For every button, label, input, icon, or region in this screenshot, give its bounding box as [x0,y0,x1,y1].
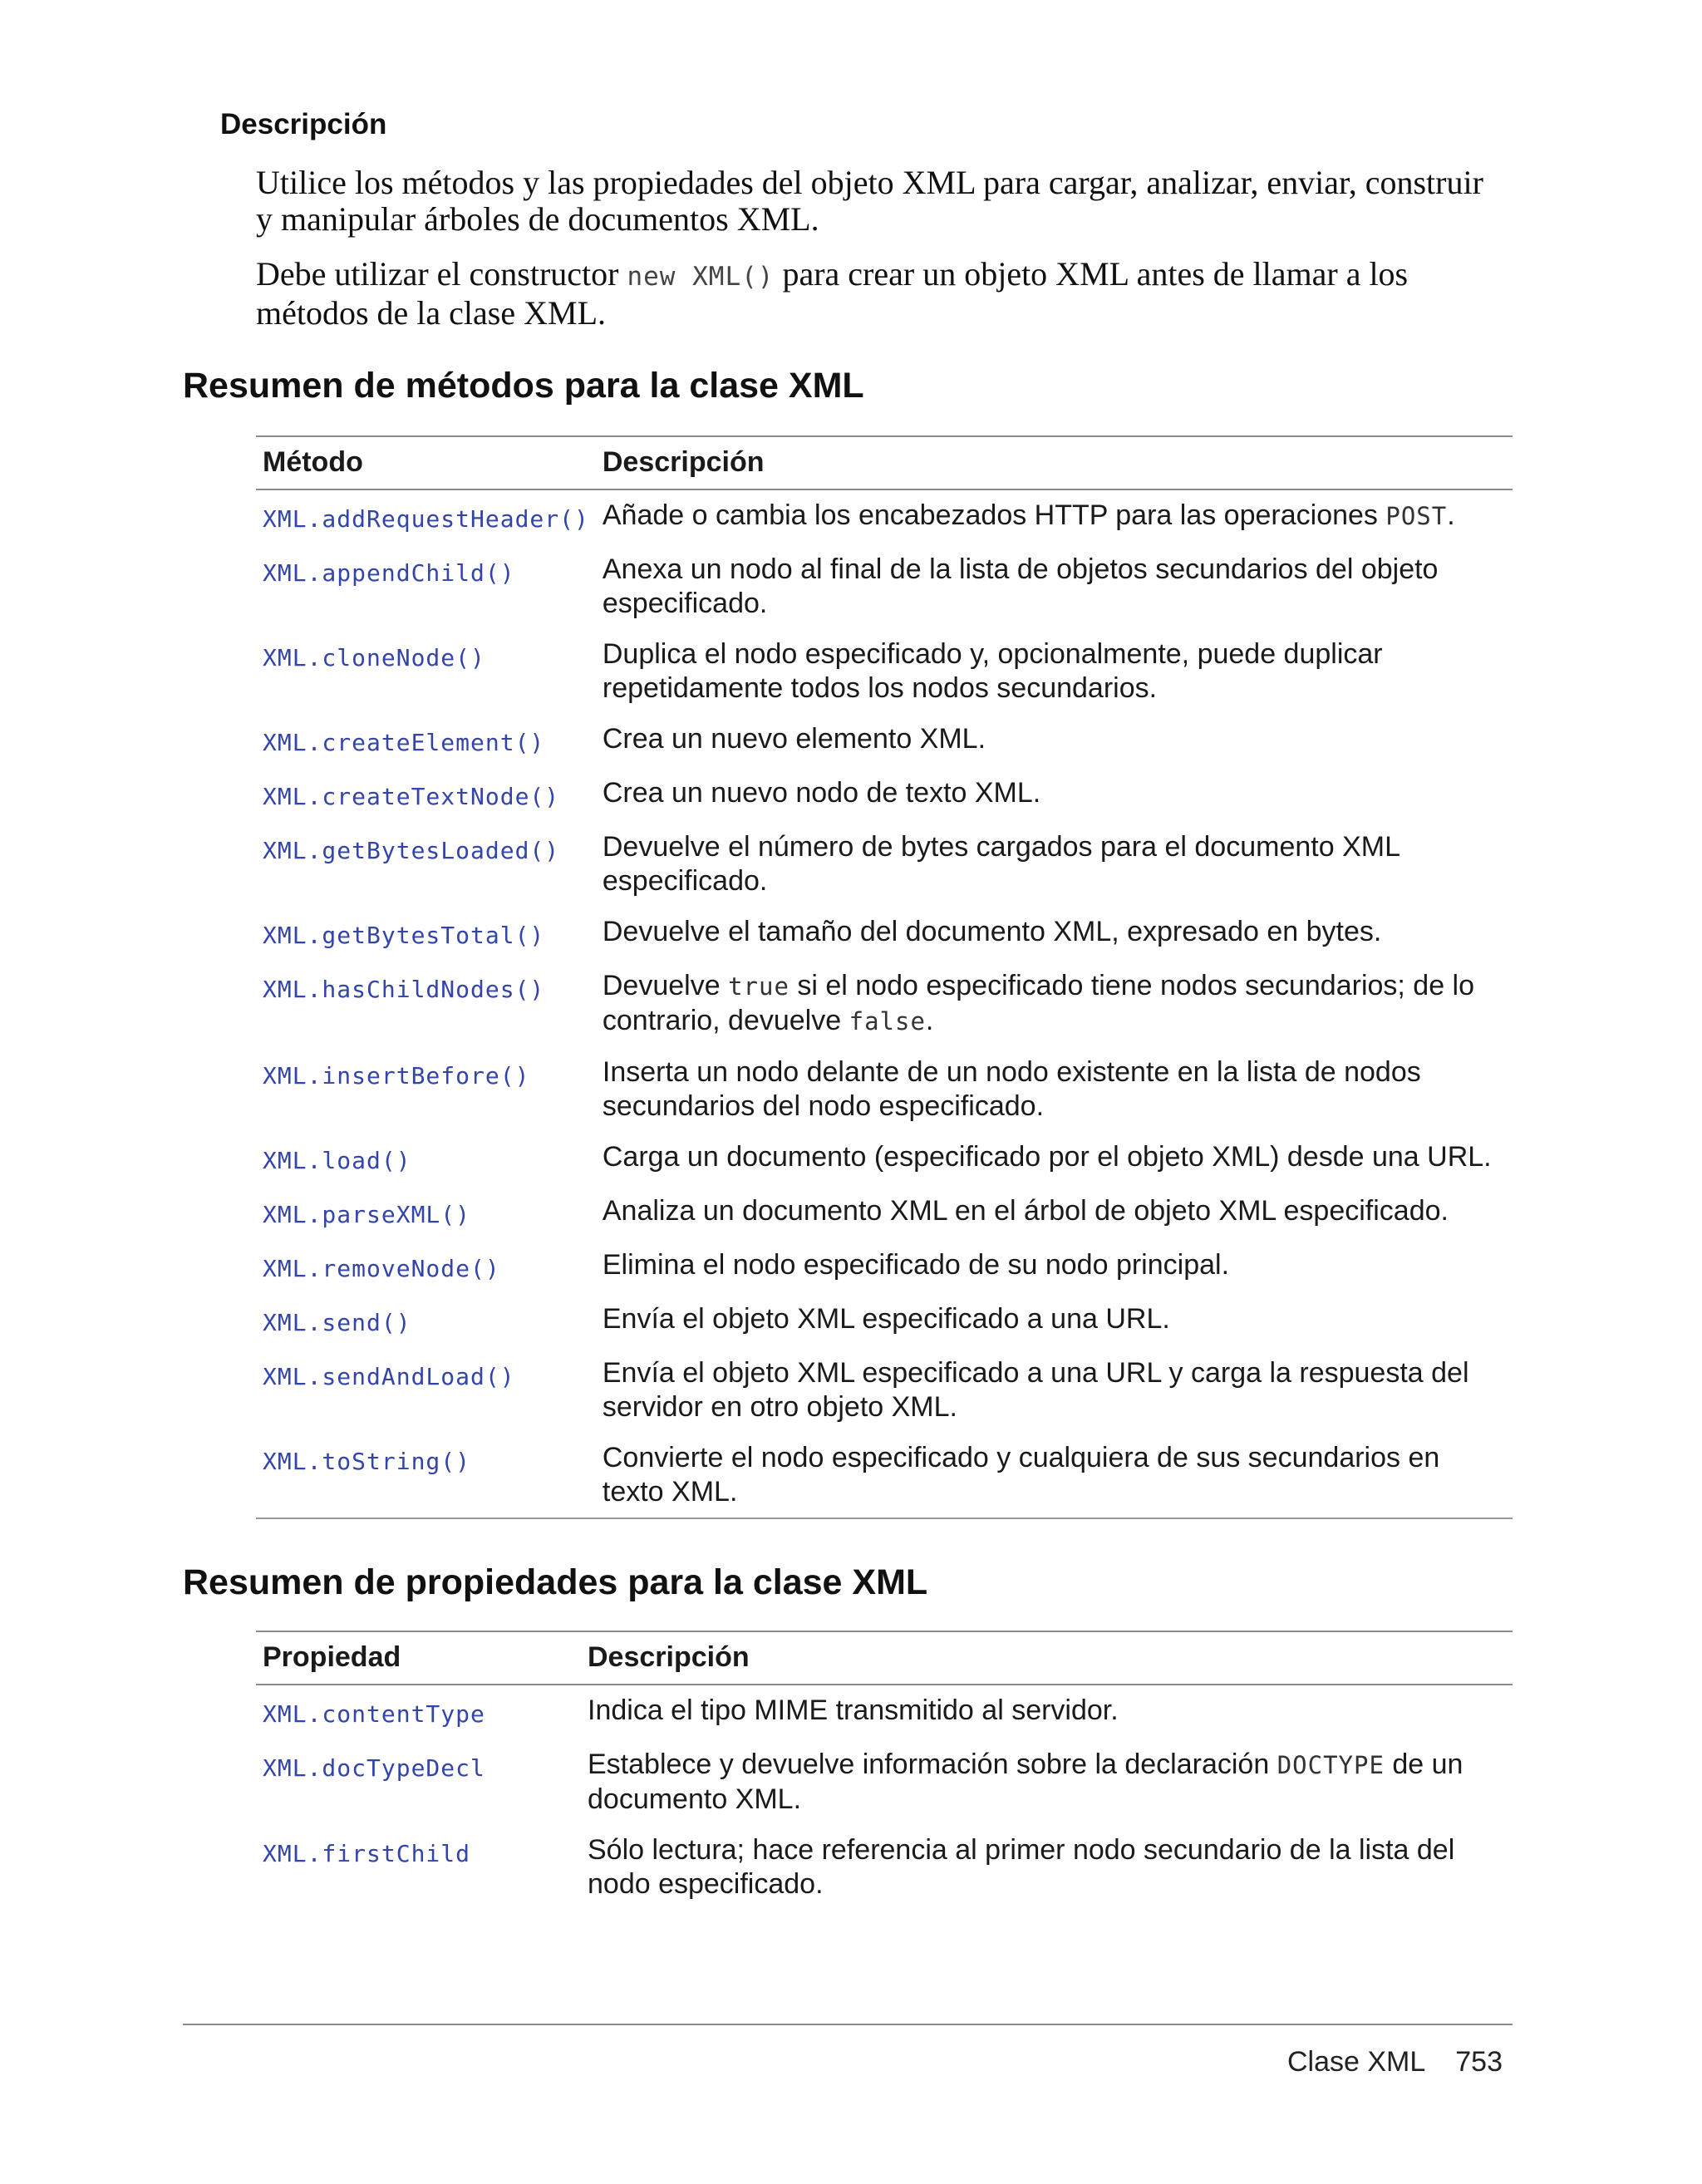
inline-code: new XML() [627,262,775,292]
table-header-row [256,436,1513,489]
table-row [256,1433,1513,1518]
paragraph-text: para crear un objeto XML antes de llamar a los métodos de la clase XML. [256,255,1409,332]
method-description: Crea un nuevo nodo de texto XML. [602,777,1041,809]
column-header-description: Descripción [581,1631,1513,1685]
desc-text: Devuelve [602,970,729,1001]
method-name-link[interactable]: XML.appendChild() [263,559,515,587]
table-row [256,768,1513,822]
paragraph-text: Debe utilizar el constructor [256,255,627,293]
property-description: Sólo lectura; hace referencia al primer nodo secundario de la lista del nodo especificado. [588,1834,1455,1900]
table-row [256,629,1513,714]
desc-text: de un documento XML. [588,1749,1463,1815]
footer-section-name: Clase XML [1286,2046,1426,2078]
method-name-link[interactable]: XML.load() [263,1147,411,1174]
methods-table [256,435,1513,1519]
property-description: Indica el tipo MIME transmitido al servidor. [588,1695,1119,1726]
description-paragraph-2 [256,256,1503,332]
method-description: Elimina el nodo especificado de su nodo principal. [602,1249,1230,1281]
desc-text: si el nodo especificado tiene nodos secundarios; de lo contrario, devuelve [602,970,1475,1036]
method-name-link[interactable]: XML.sendAndLoad() [263,1363,515,1390]
page-number: 753 [1455,2046,1503,2078]
desc-text: . [1447,499,1455,531]
method-name-link[interactable]: XML.toString() [263,1448,471,1475]
column-header-property: Propiedad [256,1631,581,1685]
method-description: Analiza un documento XML en el árbol de objeto XML especificado. [602,1195,1449,1227]
property-name-link[interactable]: XML.docTypeDecl [263,1754,485,1782]
inline-code: true [728,972,790,1001]
column-header-method: Método [256,436,596,489]
methods-section-title: Resumen de métodos para la clase XML [183,366,864,406]
method-description: Convierte el nodo especificado y cualquiera de sus secundarios en texto XML. [602,1442,1440,1508]
method-description: Crea un nuevo elemento XML. [602,723,986,755]
method-name-link[interactable]: XML.removeNode() [263,1255,500,1282]
method-description: Devuelve el tamaño del documento XML, expresado en bytes. [602,916,1382,947]
table-header-row [256,1631,1513,1685]
table-row [256,1348,1513,1433]
inline-code: DOCTYPE [1276,1751,1385,1779]
property-name-link[interactable]: XML.firstChild [263,1840,471,1867]
table-row [256,1825,1513,1910]
table-row [256,1132,1513,1186]
table-row [256,822,1513,907]
method-name-link[interactable]: XML.insertBefore() [263,1062,530,1090]
method-name-link[interactable]: XML.hasChildNodes() [263,976,545,1003]
method-name-link[interactable]: XML.getBytesTotal() [263,922,545,949]
page-footer [1287,2046,1503,2078]
table-row [256,544,1513,629]
description-paragraph-1: Utilice los métodos y las propiedades del objeto XML para cargar, analizar, enviar, construir y manipular árboles de documentos XML. [256,164,1483,238]
desc-text: . [925,1005,934,1036]
property-description [581,1739,1513,1825]
method-name-link[interactable]: XML.addRequestHeader() [263,505,589,533]
properties-section-title: Resumen de propiedades para la clase XML [183,1562,928,1602]
desc-text: Añade o cambia los encabezados HTTP para las operaciones [602,499,1386,531]
method-name-link[interactable]: XML.createTextNode() [263,783,560,810]
footer-divider [183,2024,1513,2025]
method-name-link[interactable]: XML.send() [263,1309,411,1336]
desc-text: Establece y devuelve información sobre la declaración [588,1749,1277,1780]
property-name-link[interactable]: XML.contentType [263,1700,485,1728]
table-row [256,1186,1513,1240]
method-name-link[interactable]: XML.createElement() [263,729,545,756]
method-name-link[interactable]: XML.getBytesLoaded() [263,837,560,864]
method-description: Duplica el nodo especificado y, opcionalmente, puede duplicar repetidamente todos los nodos secundarios. [602,638,1383,704]
method-description [596,961,1513,1047]
method-description: Envía el objeto XML especificado a una URL y carga la respuesta del servidor en otro objeto XML. [602,1357,1469,1423]
method-description [596,489,1513,544]
table-row [256,1047,1513,1132]
table-row [256,1294,1513,1348]
method-description: Anexa un nodo al final de la lista de objetos secundarios del objeto especificado. [602,553,1439,619]
table-row [256,489,1513,544]
method-description: Inserta un nodo delante de un nodo existente en la lista de nodos secundarios del nodo especificado. [602,1056,1421,1122]
method-description: Devuelve el número de bytes cargados para el documento XML especificado. [602,831,1399,897]
table-row [256,1739,1513,1825]
method-name-link[interactable]: XML.cloneNode() [263,644,485,671]
inline-code: POST [1385,502,1448,530]
table-row [256,961,1513,1047]
method-description: Envía el objeto XML especificado a una URL. [602,1303,1170,1335]
column-header-description: Descripción [596,436,1513,489]
description-heading: Descripción [220,108,387,140]
method-name-link[interactable]: XML.parseXML() [263,1201,471,1228]
table-row [256,1240,1513,1294]
inline-code: false [849,1007,926,1035]
table-row [256,1685,1513,1739]
table-row [256,714,1513,768]
method-description: Carga un documento (especificado por el objeto XML) desde una URL. [602,1141,1492,1173]
properties-table [256,1631,1513,1910]
table-row [256,907,1513,961]
